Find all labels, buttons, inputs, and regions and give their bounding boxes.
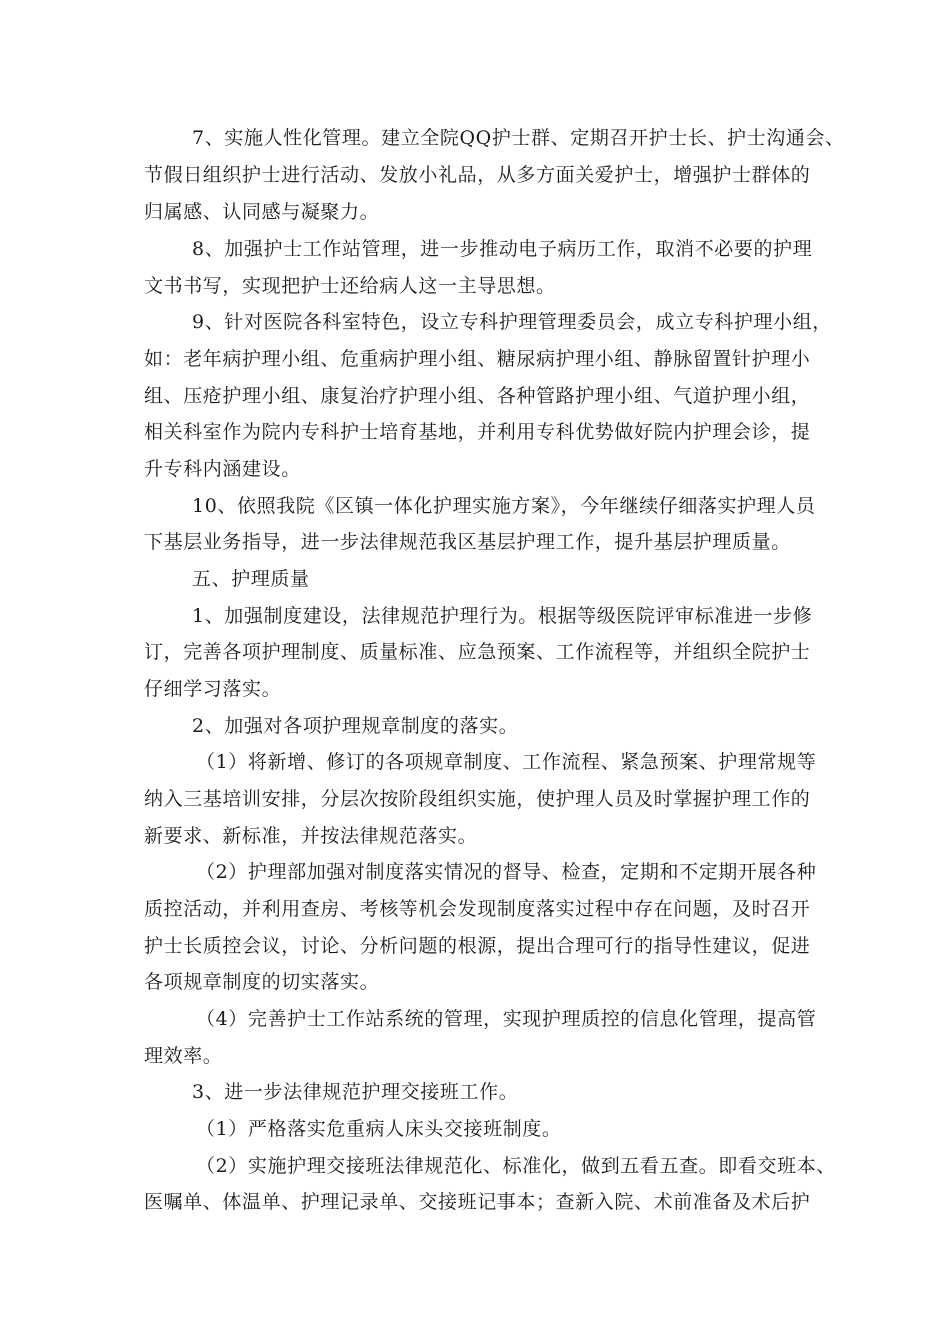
text-line: （2）实施护理交接班法律规范化、标准化，做到五看五查。即看交班本、: [196, 1155, 836, 1177]
text-line: 升专科内涵建设。: [144, 458, 301, 480]
text-line: 10、依照我院《区镇一体化护理实施方案》，今年继续仔细落实护理人员: [192, 495, 816, 517]
text-line: 文书书写，实现把护士还给病人这一主导思想。: [144, 275, 556, 297]
text-line: 1、加强制度建设，法律规范护理行为。根据等级医院评审标准进一步修: [192, 605, 813, 627]
text-line: 2、加强对各项护理规章制度的落实。: [192, 715, 519, 737]
text-line: 相关科室作为院内专科护士培育基地，并利用专科优势做好院内护理会诊，提: [144, 421, 811, 443]
text-line: 8、加强护士工作站管理，进一步推动电子病历工作，取消不必要的护理: [192, 238, 813, 260]
text-line: （2）护理部加强对制度落实情况的督导、检查，定期和不定期开展各种: [196, 861, 817, 883]
text-line: 3、进一步法律规范护理交接班工作。: [192, 1081, 519, 1103]
text-line: 归属感、认同感与凝聚力。: [144, 201, 380, 223]
text-line: 各项规章制度的切实落实。: [144, 971, 380, 993]
text-line: 如：老年病护理小组、危重病护理小组、糖尿病护理小组、静脉留置针护理小: [144, 348, 811, 370]
section-heading: 五、护理质量: [192, 568, 310, 590]
text-line: 医嘱单、体温单、护理记录单、交接班记事本；查新入院、术前准备及术后护: [144, 1191, 811, 1213]
text-line: 仔细学习落实。: [144, 678, 282, 700]
text-line: 护士长质控会议，讨论、分析问题的根源，提出合理可行的指导性建议，促进: [144, 935, 811, 957]
text-line: 9、针对医院各科室特色，设立专科护理管理委员会，成立专科护理小组，: [192, 311, 832, 333]
text-line: 7、实施人性化管理。建立全院QQ护士群、定期召开护士长、护士沟通会、: [192, 127, 845, 149]
text-line: 订，完善各项护理制度、质量标准、应急预案、工作流程等，并组织全院护士: [144, 641, 811, 663]
text-line: 下基层业务指导，进一步法律规范我区基层护理工作，提升基层护理质量。: [144, 531, 791, 553]
text-line: 质控活动，并利用查房、考核等机会发现制度落实过程中存在问题，及时召开: [144, 898, 811, 920]
text-line: （4）完善护士工作站系统的管理，实现护理质控的信息化管理，提高管: [196, 1008, 817, 1030]
text-line: 节假日组织护士进行活动、发放小礼品，从多方面关爱护士，增强护士群体的: [144, 164, 811, 186]
text-line: （1）严格落实危重病人床头交接班制度。: [196, 1118, 562, 1140]
text-line: 新要求、新标准，并按法律规范落实。: [144, 825, 478, 847]
text-line: 纳入三基培训安排，分层次按阶段组织实施，使护理人员及时掌握护理工作的: [144, 788, 811, 810]
text-line: （1）将新增、修订的各项规章制度、工作流程、紧急预案、护理常规等: [196, 751, 817, 773]
text-line: 组、压疮护理小组、康复治疗护理小组、各种管路护理小组、气道护理小组，: [144, 385, 811, 407]
text-line: 理效率。: [144, 1045, 223, 1067]
